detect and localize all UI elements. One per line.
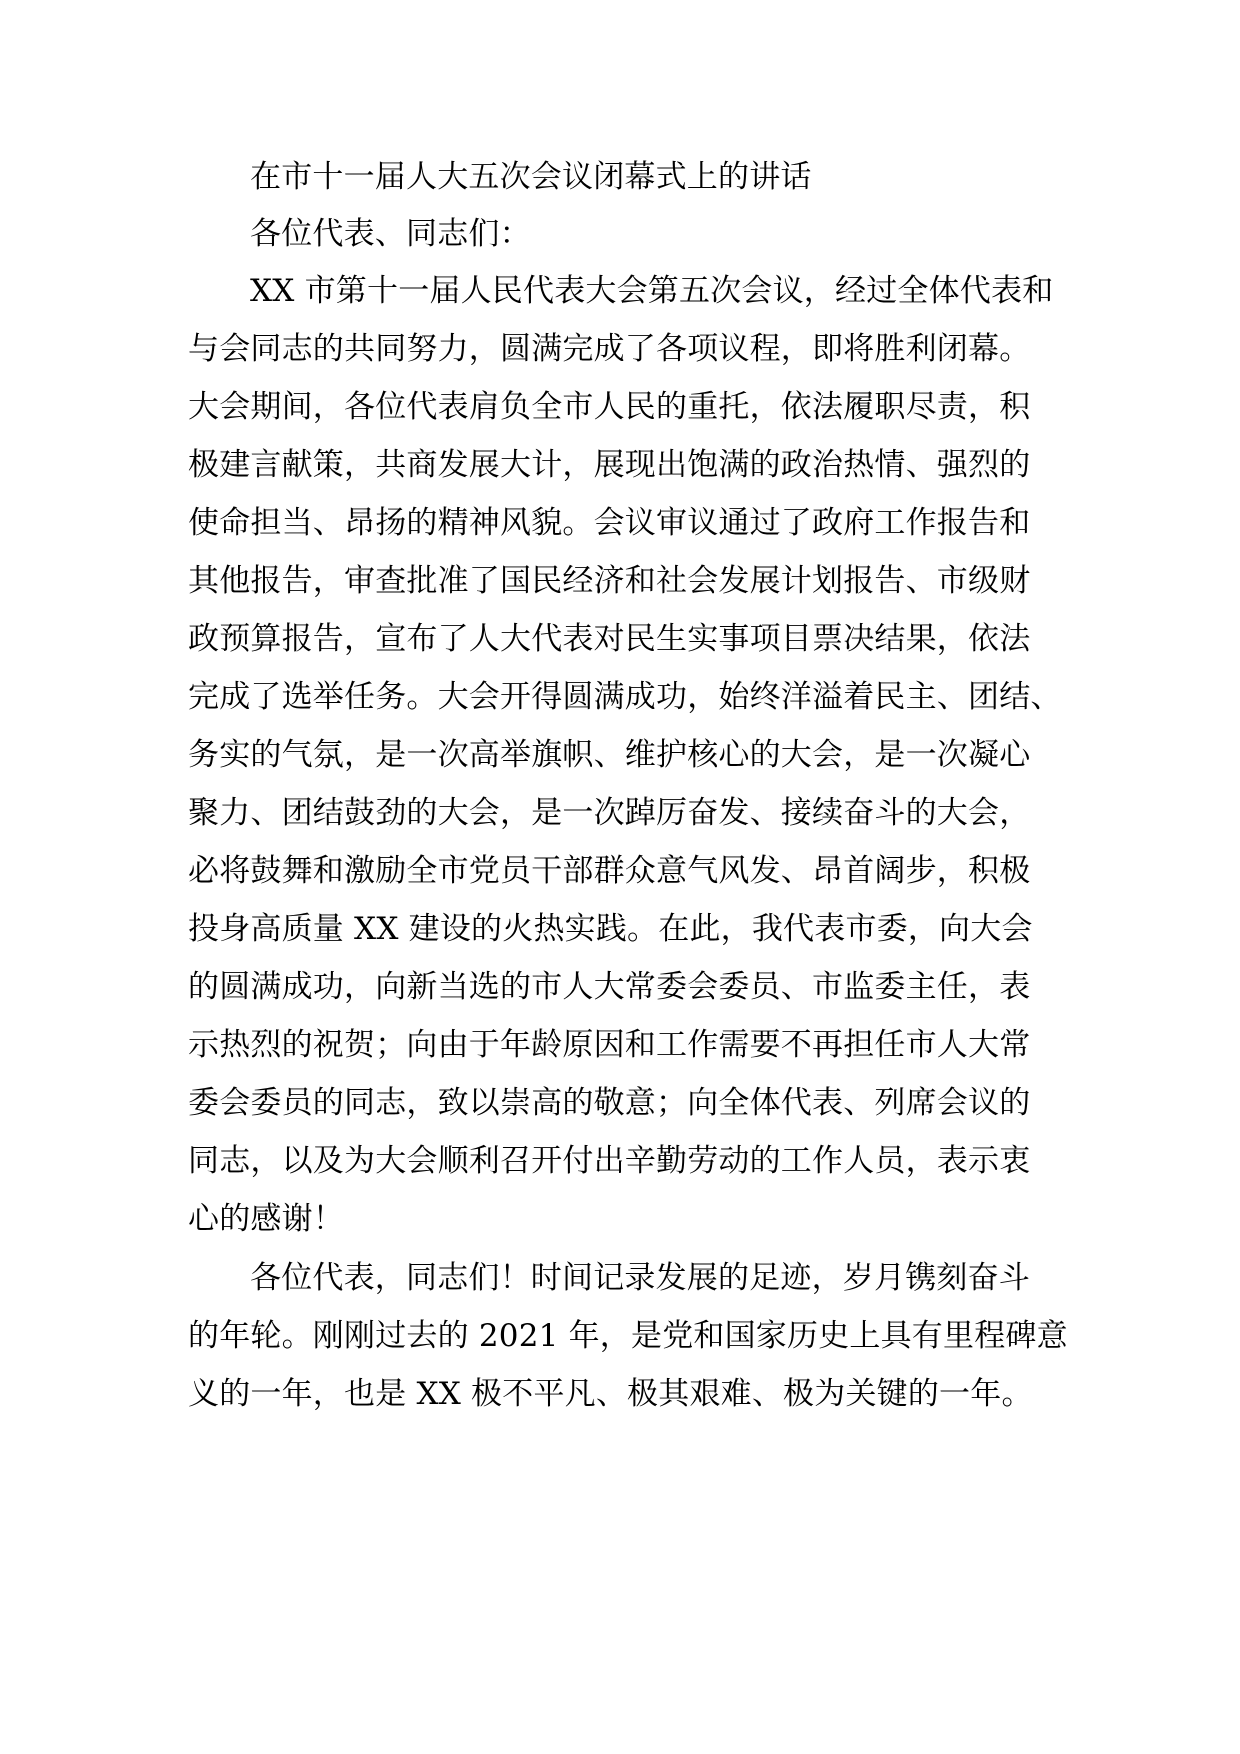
paragraph-line: 政预算报告，宣布了人大代表对民生实事项目票决结果，依法 <box>188 621 1031 657</box>
paragraph-line: 聚力、团结鼓劲的大会，是一次踔厉奋发、接续奋斗的大会， <box>188 795 1031 831</box>
paragraph-line: 大会期间，各位代表肩负全市人民的重托，依法履职尽责，积 <box>188 389 1031 425</box>
paragraph-line: 其他报告，审查批准了国民经济和社会发展计划报告、市级财 <box>188 563 1031 599</box>
paragraph-line: 同志，以及为大会顺利召开付出辛勤劳动的工作人员，表示衷 <box>188 1143 1031 1179</box>
document-title: 在市十一届人大五次会议闭幕式上的讲话 <box>250 159 812 195</box>
paragraph-line: 务实的气氛，是一次高举旗帜、维护核心的大会，是一次凝心 <box>188 737 1031 773</box>
paragraph-line: 委会委员的同志，致以崇高的敬意；向全体代表、列席会议的 <box>188 1085 1031 1121</box>
paragraph-line: 投身高质量 XX 建设的火热实践。在此，我代表市委，向大会 <box>188 911 1033 947</box>
paragraph-line: XX 市第十一届人民代表大会第五次会议，经过全体代表和 <box>250 273 1054 309</box>
paragraph-line: 的年轮。刚刚过去的 2021 年，是党和国家历史上具有里程碑意 <box>188 1318 1068 1354</box>
paragraph-line: 使命担当、昂扬的精神风貌。会议审议通过了政府工作报告和 <box>188 505 1031 541</box>
paragraph-line: 完成了选举任务。大会开得圆满成功，始终洋溢着民主、团结、 <box>188 679 1062 715</box>
paragraph-line: 心的感谢！ <box>188 1201 344 1237</box>
paragraph-line: 示热烈的祝贺；向由于年龄原因和工作需要不再担任市人大常 <box>188 1027 1031 1063</box>
paragraph-line: 义的一年，也是 XX 极不平凡、极其艰难、极为关键的一年。 <box>188 1376 1033 1412</box>
paragraph-line: 与会同志的共同努力，圆满完成了各项议程，即将胜利闭幕。 <box>188 331 1031 367</box>
paragraph-line: 的圆满成功，向新当选的市人大常委会委员、市监委主任，表 <box>188 969 1031 1005</box>
paragraph-line: 各位代表，同志们！时间记录发展的足迹，岁月镌刻奋斗 <box>250 1260 1030 1296</box>
greeting-line: 各位代表、同志们： <box>250 216 531 252</box>
paragraph-line: 极建言献策，共商发展大计，展现出饱满的政治热情、强烈的 <box>188 447 1031 483</box>
paragraph-line: 必将鼓舞和激励全市党员干部群众意气风发、昂首阔步，积极 <box>188 853 1031 889</box>
